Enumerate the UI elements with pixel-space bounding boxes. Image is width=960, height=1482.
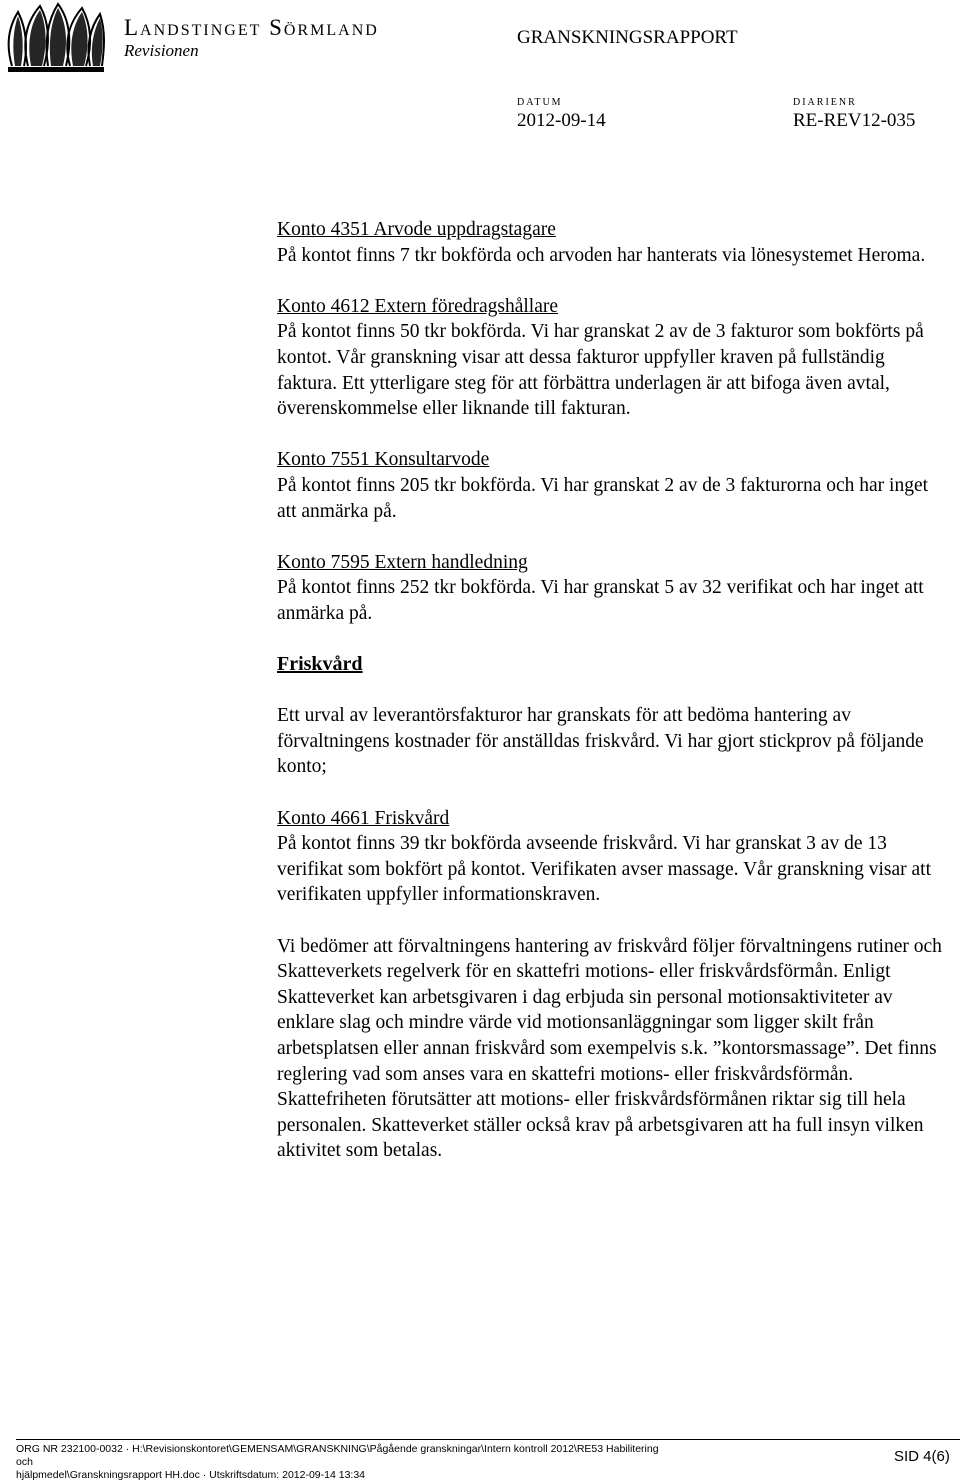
report-body (277, 217, 947, 1190)
report-type: GRANSKNINGSRAPPORT (517, 27, 738, 48)
organization-name: Landstinget Sörmland (124, 15, 379, 40)
friskvard-intro: Ett urval av leverantörsfakturor har granskats för att bedöma hantering av förvaltningens kostnader för anställdas friskvård. Vi har gjort stickprov på följande konto; (277, 705, 924, 778)
date-value: 2012-09-14 (517, 110, 606, 131)
footer-line-2: hjälpmedel\Granskningsrapport HH.doc · Utskriftsdatum: 2012-09-14 13:34 (16, 1469, 366, 1481)
footer-line-1: ORG NR 232100-0032 · H:\Revisionskontoret\GEMENSAM\GRANSKNING\Pågående granskningar\Intern kontroll 2012\RE53 Habilitering och (16, 1443, 659, 1468)
diarienr-value: RE-REV12-035 (793, 110, 916, 131)
crown-logo-icon (4, 2, 108, 74)
section-text: På kontot finns 50 tkr bokförda. Vi har granskat 2 av de 3 fakturor som bokförts på kontot. Vår granskning visar att dessa fakturor uppfyller kraven på fullständig faktura. Ett ytterligare steg för att förbättra underlagen är att bifoga även avtal, överenskommelse eller liknande till fakturan. (277, 321, 924, 420)
section-konto-4351 (277, 217, 947, 268)
section-konto-4612 (277, 294, 947, 422)
section-text: På kontot finns 205 tkr bokförda. Vi har granskat 2 av de 3 fakturorna och har inget att anmärka på. (277, 474, 929, 522)
section-konto-7595 (277, 550, 947, 627)
section-title: Konto 4661 Friskvård (277, 807, 450, 829)
conclusion-paragraph: Vi bedömer att förvaltningens hantering av friskvård följer förvaltningens rutiner och Skatteverkets regelverk för en skattefri motions- eller friskvårdsförmån. Enligt Skatteverket kan arbetsgivaren i dag erbjuda sin personal motionsaktiviteter av enklare slag och mindre värde vid motionsanläggningar som ligger skilt från arbetsplatsen eller annan friskvård som exempelvis s.k. ”kontorsmassage”. Det finns reglering vad som anses vara en skattefri motions- eller friskvårdsförmån. Skattefriheten förutsätter att motions- eller friskvårdsförmånen riktar sig till hela personalen. Skatteverket ställer också krav på arbetsgivaren att ha full insyn vilken aktivitet som betalas. (277, 935, 942, 1162)
footer-divider (16, 1439, 960, 1440)
section-text: På kontot finns 39 tkr bokförda avseende friskvård. Vi har granskat 3 av de 13 verifikat som bokfört på kontot. Verifikaten avser massage. Vår granskning visar att verifikaten uppfyller informationskraven. (277, 833, 931, 906)
organization-subtitle: Revisionen (124, 41, 199, 60)
footer-info (16, 1443, 676, 1482)
page-number: SID 4(6) (894, 1448, 950, 1465)
friskvard-heading: Friskvård (277, 653, 363, 676)
section-text: På kontot finns 7 tkr bokförda och arvoden har hanterats via lönesystemet Heroma. (277, 244, 926, 266)
section-konto-7551 (277, 447, 947, 524)
diarienr-label: DIARIENR (793, 97, 857, 108)
section-konto-4661 (277, 806, 947, 908)
section-title: Konto 7595 Extern handledning (277, 551, 528, 573)
section-title: Konto 4612 Extern föredragshållare (277, 295, 559, 317)
date-label: DATUM (517, 97, 563, 108)
section-title: Konto 7551 Konsultarvode (277, 449, 490, 471)
section-title: Konto 4351 Arvode uppdragstagare (277, 219, 556, 240)
section-text: På kontot finns 252 tkr bokförda. Vi har granskat 5 av 32 verifikat och har inget att anmärka på. (277, 577, 924, 624)
